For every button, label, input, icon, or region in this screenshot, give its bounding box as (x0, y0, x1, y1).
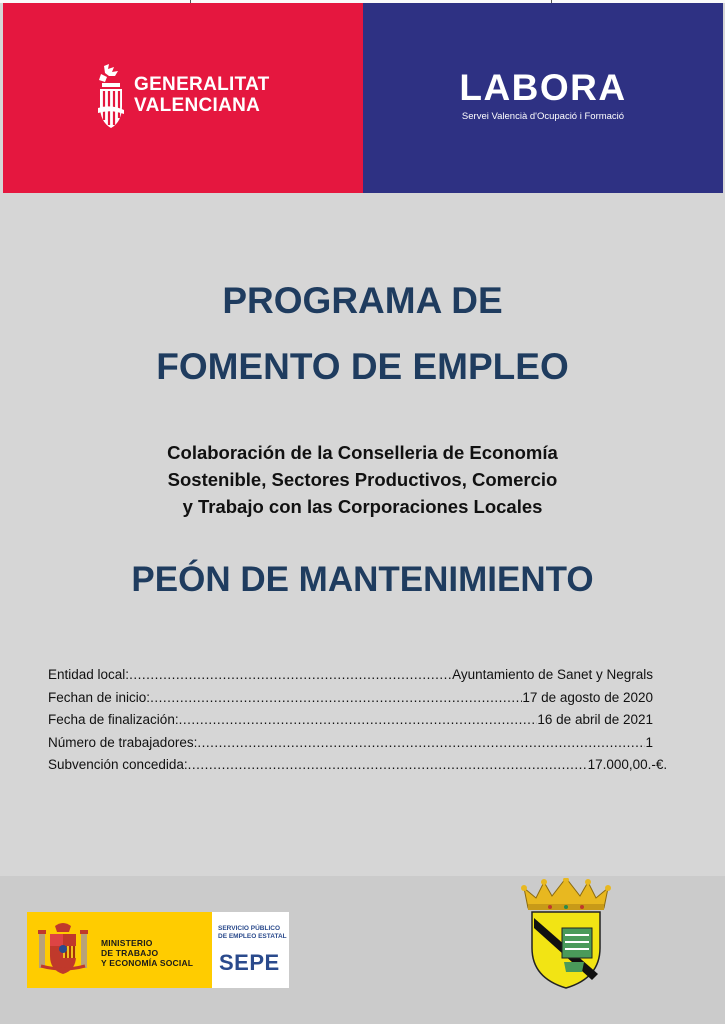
detail-label: Entidad local: (48, 667, 130, 682)
program-title-line2: FOMENTO DE EMPLEO (156, 346, 569, 387)
ministerio-line2: DE TRABAJO (101, 948, 159, 958)
detail-value: 17.000,00.-€. (587, 757, 668, 772)
sepe-caption-line2: DE EMPLEO ESTATAL (218, 933, 287, 940)
detail-value: 16 de abril de 2021 (537, 712, 653, 727)
detail-label: Fechan de inicio: (48, 689, 151, 705)
subtitle-line1: Colaboración de la Conselleria de Economía (167, 442, 558, 463)
sepe-caption-line1: SERVICIO PÚBLICO (218, 925, 281, 932)
generalitat-wordmark (134, 74, 270, 116)
sepe-caption (218, 925, 287, 941)
detail-label: Número de trabajadores: (48, 734, 198, 750)
detail-row-end-date (48, 709, 653, 732)
detail-value: 17 de agosto de 2020 (522, 689, 653, 705)
generalitat-line2: VALENCIANA (134, 95, 261, 116)
dot-leader (197, 732, 645, 755)
detail-label: Fecha de finalización: (48, 712, 179, 727)
ministerio-line3: Y ECONOMÍA SOCIAL (101, 958, 194, 968)
spain-coat-of-arms-icon (37, 922, 89, 978)
labora-subtitle: Servei Valencià d'Ocupació i Formació (461, 111, 625, 122)
detail-value: 1 (645, 734, 653, 750)
ministerio-wordmark (101, 938, 193, 968)
subtitle-line2: Sostenible, Sectores Productivos, Comercio (167, 469, 558, 490)
dot-leader (129, 664, 452, 687)
generalitat-line1: GENERALITAT (134, 74, 270, 95)
detail-row-start-date (48, 687, 653, 710)
ministerio-line1: MINISTERIO (101, 938, 153, 948)
labora-wordmark: LABORA (459, 67, 627, 108)
collaboration-subtitle (100, 439, 625, 520)
municipal-crest-icon (520, 878, 612, 990)
detail-row-entity (48, 664, 653, 687)
generalitat-emblem-icon (95, 64, 127, 136)
sepe-wordmark: SEPE (219, 950, 280, 975)
header-banner (0, 0, 725, 193)
subtitle-line3: y Trabajo con las Corporaciones Locales (182, 496, 543, 517)
detail-label: Subvención concedida: (48, 757, 188, 772)
job-title: PEÓN DE MANTENIMIENTO (131, 560, 594, 599)
detail-row-subsidy (48, 754, 668, 777)
program-title-line1: PROGRAMA DE (222, 280, 503, 321)
detail-value: Ayuntamiento de Sanet y Negrals (452, 667, 653, 682)
detail-row-workers (48, 732, 653, 755)
dot-leader (150, 687, 522, 710)
project-details (48, 664, 668, 777)
dot-leader (179, 709, 538, 732)
dot-leader (188, 754, 588, 777)
